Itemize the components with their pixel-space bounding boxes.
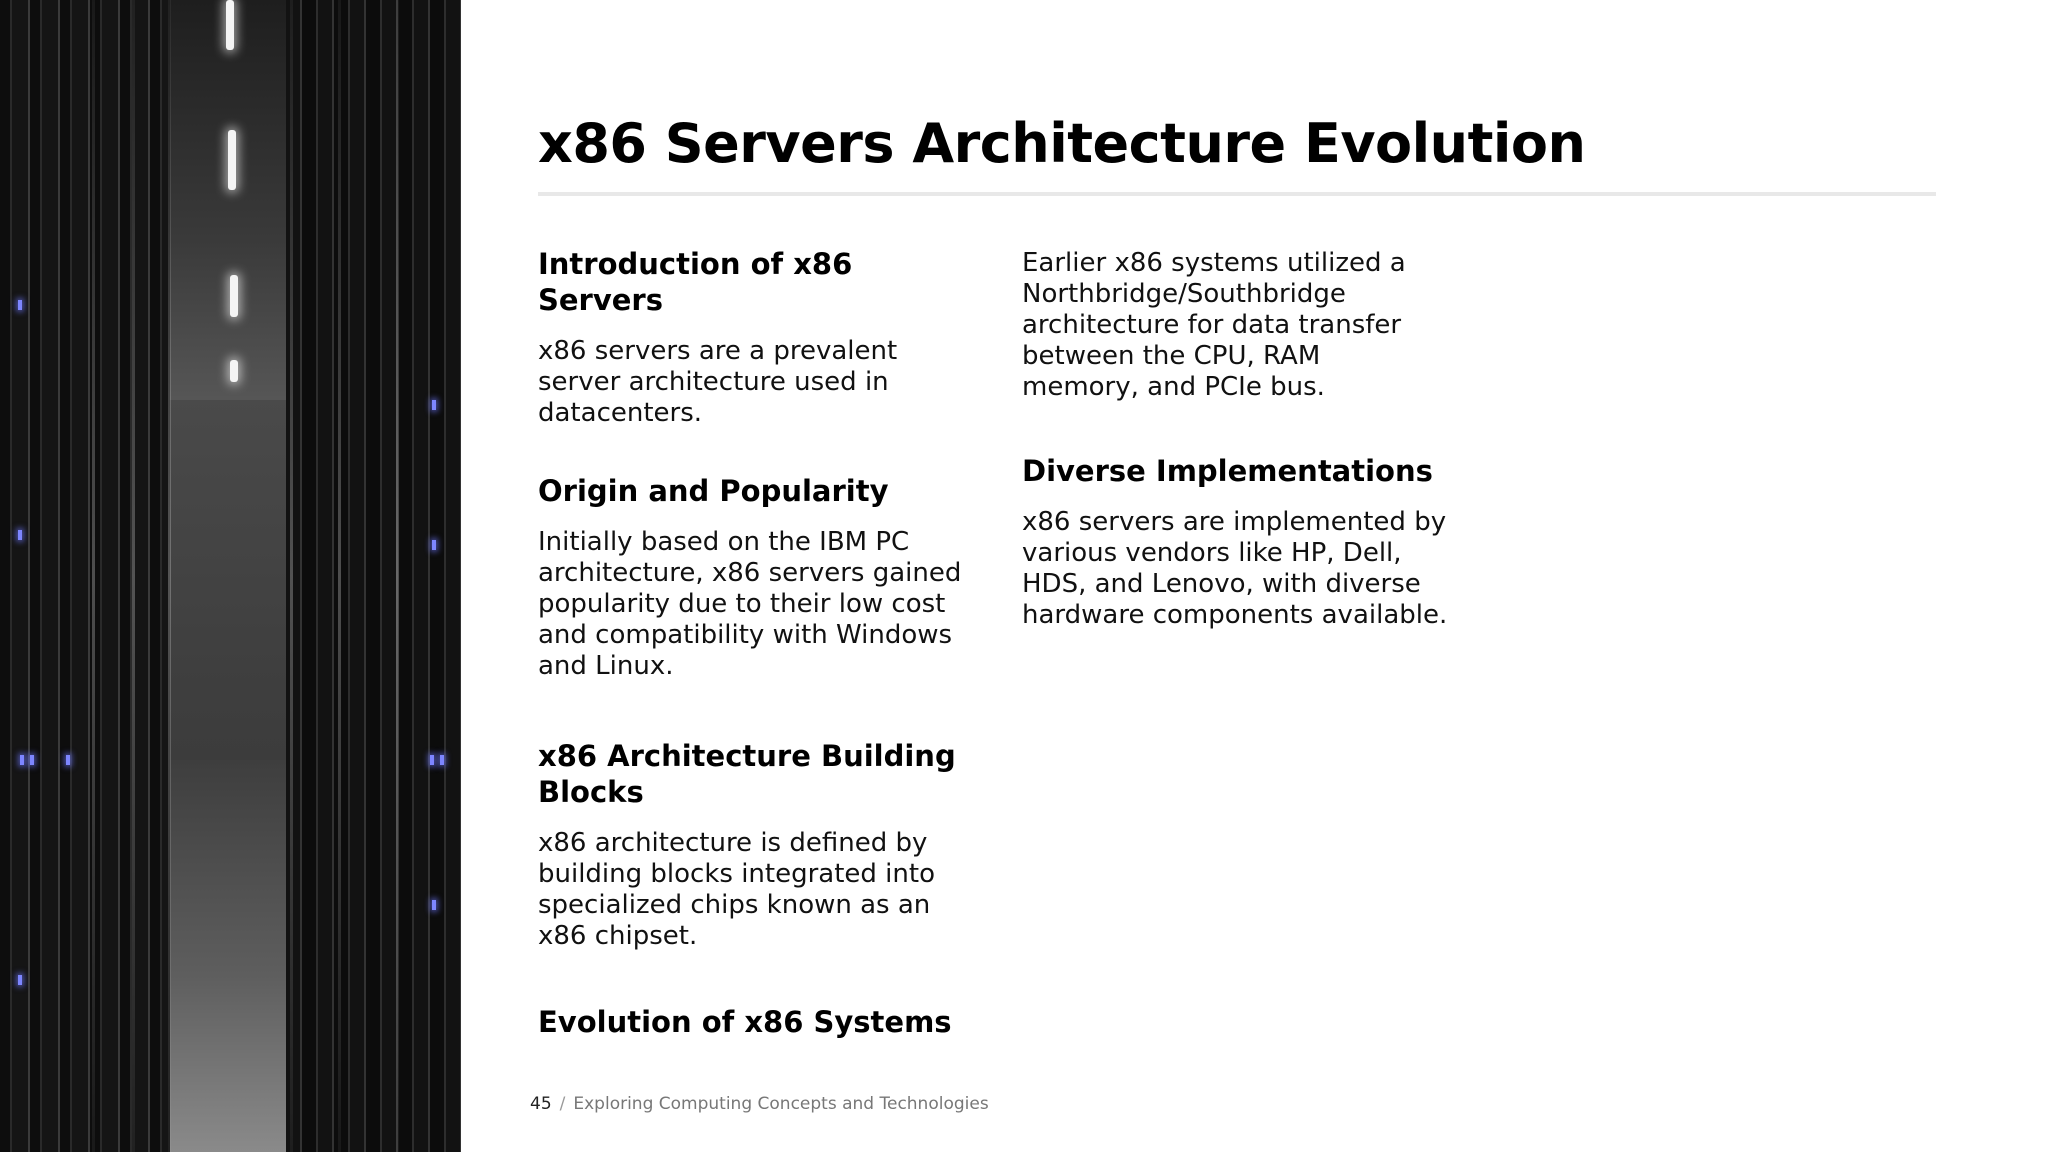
server-rack-right [286, 0, 461, 1152]
section-heading: Diverse Implementations [1022, 454, 1433, 488]
slide-footer [530, 1094, 989, 1114]
deck-title: Exploring Computing Concepts and Technologies [573, 1094, 989, 1114]
server-rack-left [0, 0, 170, 1152]
ceiling-light [230, 360, 238, 382]
rack-status-led [440, 755, 444, 765]
rack-status-led [18, 530, 22, 540]
section-body: Initially based on the IBM PC architecture, x86 servers gained popularity due to their low cost and compatibility with Windows and Linux. [538, 527, 962, 681]
left-column [538, 246, 978, 1058]
footer-separator: / [559, 1094, 566, 1114]
section-heading: Origin and Popularity [538, 474, 889, 508]
rack-edge-highlight [396, 0, 399, 1152]
rack-edge-highlight [338, 0, 341, 1152]
section-heading: Evolution of x86 Systems [538, 1005, 952, 1039]
ceiling-light [228, 130, 236, 190]
section-body: Earlier x86 systems utilized a Northbridge/Southbridge architecture for data transfer between the CPU, RAM memory, and PCIe bus. [1022, 248, 1406, 402]
rack-status-led [20, 755, 24, 765]
corridor-ceiling [150, 0, 296, 400]
rack-status-led [432, 900, 436, 910]
slide-title: x86 Servers Architecture Evolution [538, 112, 1586, 175]
rack-status-led [66, 755, 70, 765]
server-corridor-photo [0, 0, 461, 1152]
rack-status-led [18, 300, 22, 310]
rack-edge-highlight [92, 0, 95, 1152]
section-body: x86 servers are a prevalent server architecture used in datacenters. [538, 336, 898, 428]
right-column [1022, 248, 1462, 675]
rack-status-led [432, 400, 436, 410]
rack-edge-highlight [290, 0, 293, 1152]
page-number: 45 [530, 1094, 552, 1114]
section-heading: Introduction of x86 Servers [538, 247, 853, 317]
section-body: x86 servers are implemented by various vendors like HP, Dell, HDS, and Lenovo, with diverse hardware components available. [1022, 507, 1448, 630]
rack-status-led [30, 755, 34, 765]
rack-status-led [18, 975, 22, 985]
title-divider [538, 192, 1936, 196]
rack-edge-highlight [132, 0, 135, 1152]
rack-status-led [430, 755, 434, 765]
ceiling-light [230, 275, 238, 317]
section-heading: x86 Architecture Building Blocks [538, 739, 956, 809]
rack-status-led [432, 540, 436, 550]
rack-edge-highlight [168, 0, 171, 1152]
ceiling-light [226, 0, 234, 50]
section-body: x86 architecture is defined by building blocks integrated into specialized chips known as an x86 chipset. [538, 828, 935, 951]
